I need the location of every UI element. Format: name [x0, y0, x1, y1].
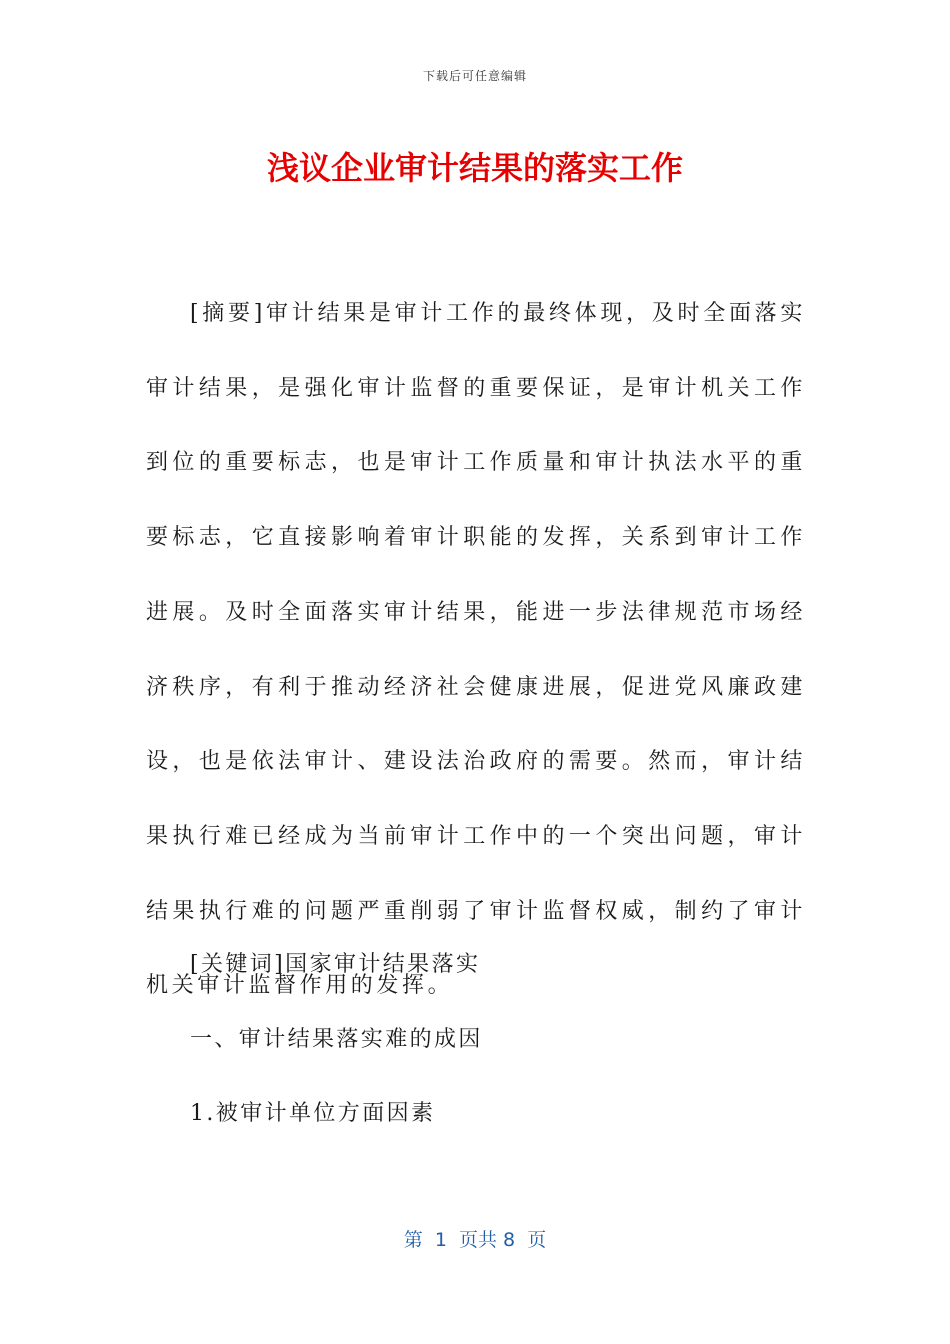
keywords-paragraph: [关键词]国家审计结果落实 [190, 952, 481, 977]
abstract-paragraph: [摘要]审计结果是审计工作的最终体现，及时全面落实审计结果，是强化审计监督的重要保证，是审计机关工作到位的重要标志，也是审计工作质量和审计执法水平的重要标志，它直接影响着审计职能的发挥，关系到审计工作进展。及时全面落实审计结果，能进一步法律规范市场经济秩序，有利于推动经济社会健康进展，促进党风廉政建设，也是依法审计、建设法治政府的需要。然而，审计结果执行难已经成为当前审计工作中的一个突出问题，审计结果执行难的问题严重削弱了审计监督权威，制约了审计机关审计监督作用的发挥。 [146, 301, 806, 999]
page-footer: 第 1 页共 8 页 [403, 1229, 547, 1251]
subsection-heading: 1.被审计单位方面因素 [190, 1101, 436, 1126]
header-note: 下载后可任意编辑 [422, 69, 527, 83]
document-title: 浅议企业审计结果的落实工作 [266, 149, 683, 187]
section-heading: 一、审计结果落实难的成因 [190, 1027, 483, 1052]
